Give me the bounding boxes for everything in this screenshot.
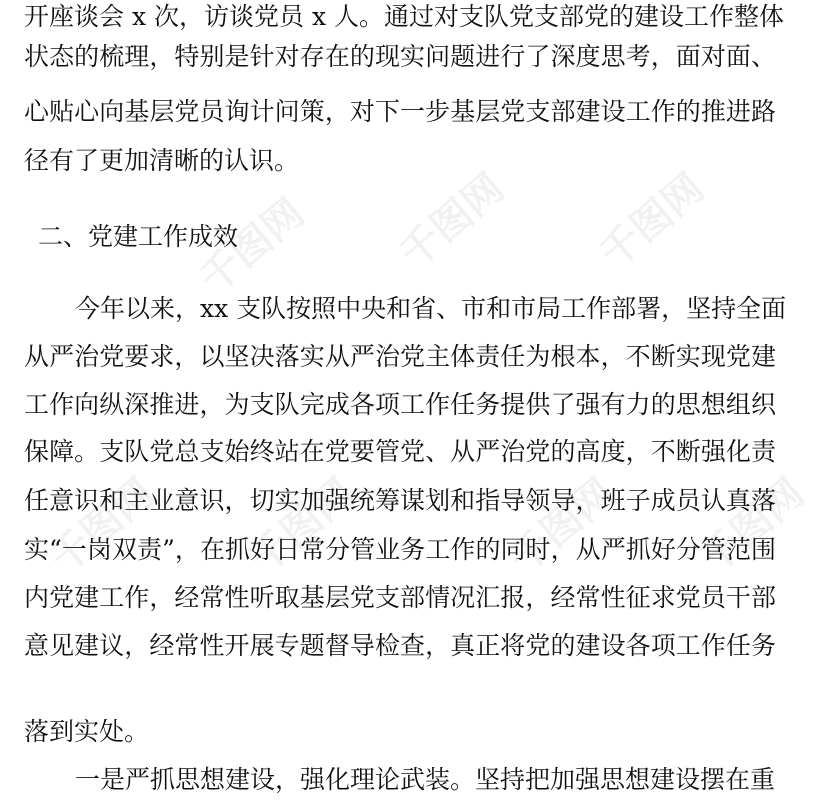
paragraph-line: 实“一岗双责”，在抓好日常分管业务工作的同时，从严抓好分管范围 xyxy=(24,535,776,564)
paragraph-line: 从严治党要求，以坚决落实从严治党主体责任为根本，不断实现党建 xyxy=(24,342,776,371)
paragraph-line: 开座谈会 x 次，访谈党员 x 人。通过对支队党支部党的建设工作整体 xyxy=(24,2,784,31)
watermark: 千图网 xyxy=(41,469,163,583)
watermark: 千图网 xyxy=(691,469,813,583)
watermark: 千图网 xyxy=(191,189,313,303)
watermark: 千图网 xyxy=(591,164,713,278)
paragraph-line: 径有了更加清晰的认识。 xyxy=(24,146,300,175)
watermark: 千图网 xyxy=(241,469,363,583)
paragraph-line: 心贴心向基层党员询计问策，对下一步基层党支部建设工作的推进路 xyxy=(24,97,776,126)
watermark: 千图网 xyxy=(501,469,623,583)
section-heading: 二、党建工作成效 xyxy=(38,222,239,251)
paragraph-line: 任意识和主业意识，切实加强统筹谋划和指导领导，班子成员认真落 xyxy=(24,486,776,515)
paragraph-line: 内党建工作，经常性听取基层党支部情况汇报，经常性征求党员干部 xyxy=(24,583,776,612)
paragraph-line: 保障。支队党总支始终站在党要管党、从严治党的高度，不断强化责 xyxy=(24,437,776,466)
paragraph-line: 意见建议，经常性开展专题督导检查，真正将党的建设各项工作任务 xyxy=(24,631,776,660)
paragraph-line: 落到实处。 xyxy=(24,717,150,746)
paragraph-line: 今年以来，xx 支队按照中央和省、市和市局工作部署，坚持全面 xyxy=(75,294,787,323)
paragraph-line: 状态的梳理，特别是针对存在的现实问题进行了深度思考，面对面、 xyxy=(24,42,776,71)
watermark: 千图网 xyxy=(391,164,513,278)
paragraph-line: 一是严抓思想建设，强化理论武装。坚持把加强思想建设摆在重 xyxy=(75,765,776,794)
paragraph-line: 工作向纵深推进，为支队完成各项工作任务提供了强有力的思想组织 xyxy=(24,390,776,419)
